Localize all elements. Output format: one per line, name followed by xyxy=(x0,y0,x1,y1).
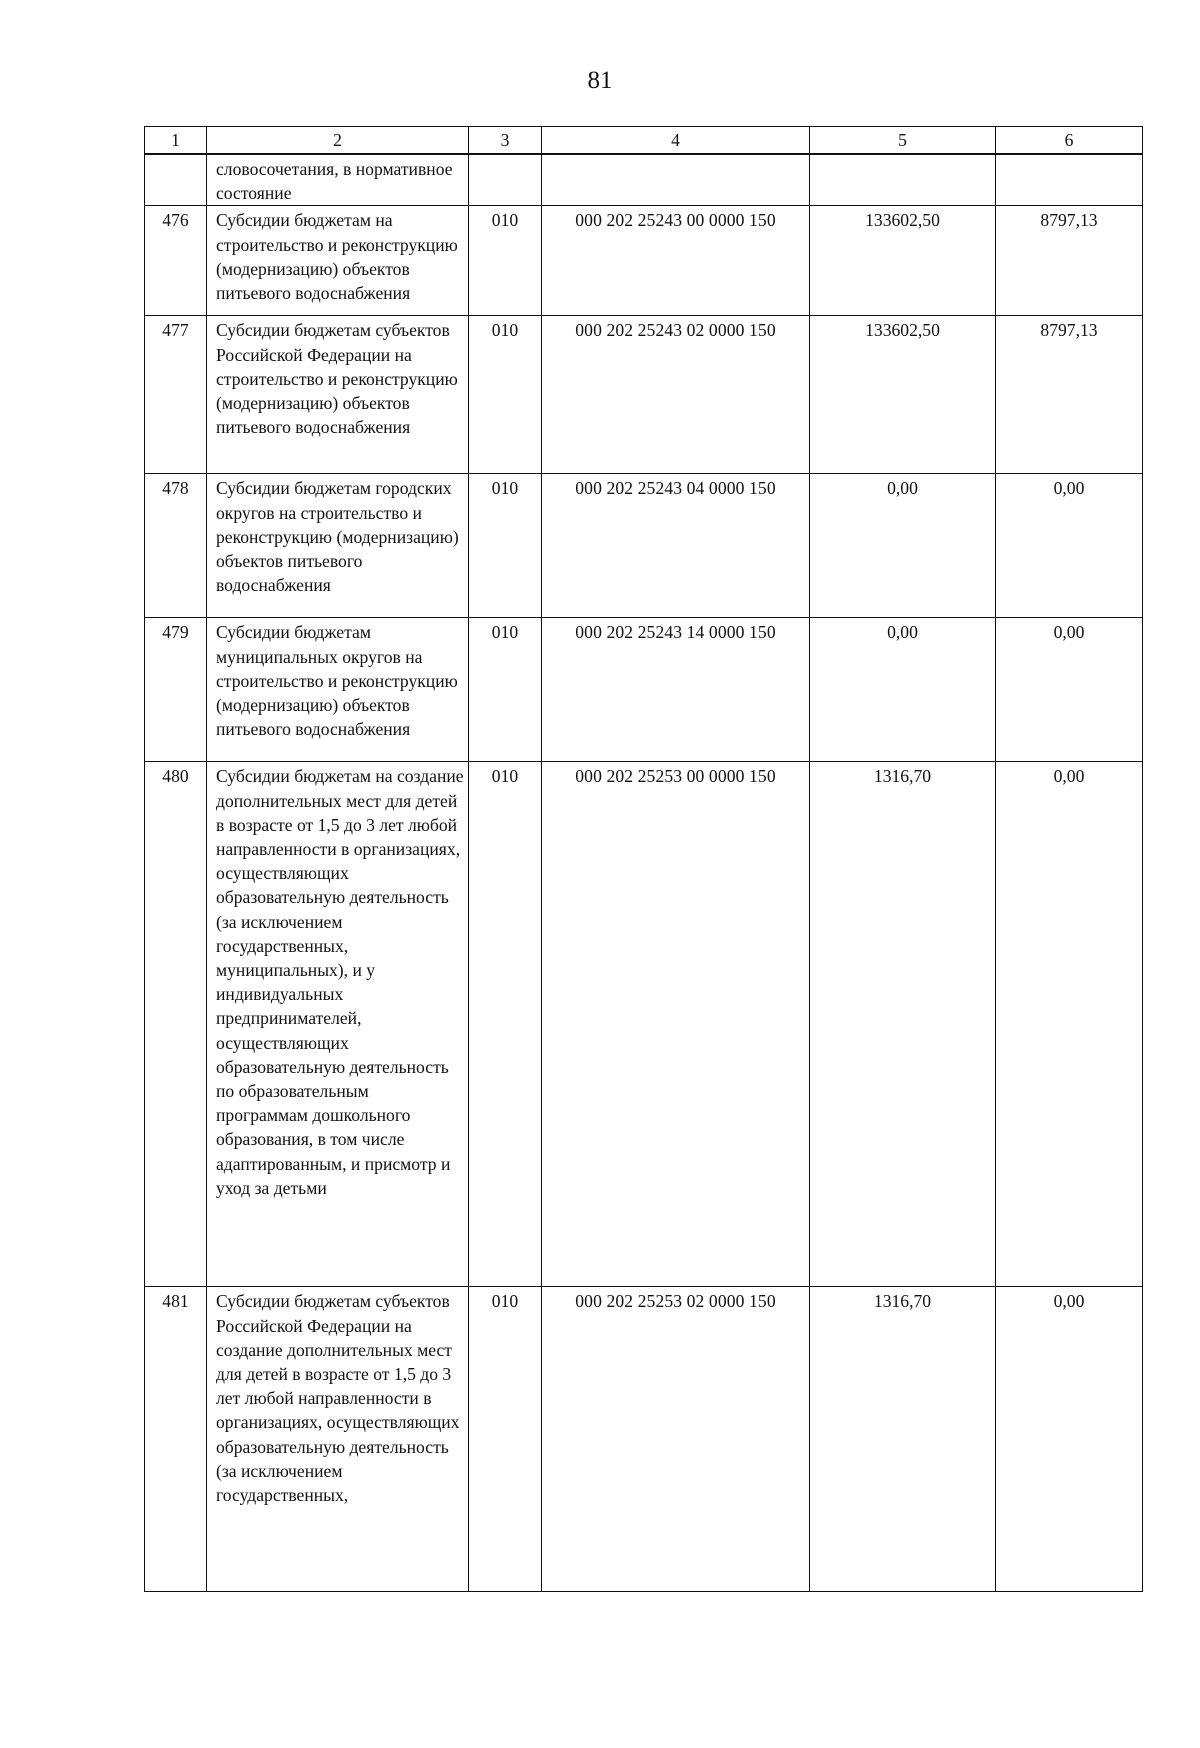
row-col5 xyxy=(810,154,996,206)
column-header-6: 6 xyxy=(996,127,1143,155)
table-row xyxy=(145,618,1143,762)
row-col6: 0,00 xyxy=(996,1287,1143,1592)
row-code: 000 202 25243 02 0000 150 xyxy=(542,316,810,474)
table-row xyxy=(145,474,1143,618)
row-code xyxy=(542,154,810,206)
row-col6: 8797,13 xyxy=(996,206,1143,316)
row-name: Субсидии бюджетам субъектов Российской Федерации на создание дополнительных мест для детей в возрасте от 1,5 до 3 лет любой направленности в организациях, осуществляющих образовательную деятельность (за исключением государственных, xyxy=(207,1287,469,1592)
row-col5: 1316,70 xyxy=(810,1287,996,1592)
column-header-4: 4 xyxy=(542,127,810,155)
row-col5: 133602,50 xyxy=(810,316,996,474)
column-header-5: 5 xyxy=(810,127,996,155)
row-number xyxy=(145,154,207,206)
row-code: 000 202 25243 04 0000 150 xyxy=(542,474,810,618)
row-col3: 010 xyxy=(469,474,542,618)
row-name: Субсидии бюджетам на строительство и реконструкцию (модернизацию) объектов питьевого водоснабжения xyxy=(207,206,469,316)
row-col3: 010 xyxy=(469,316,542,474)
budget-table xyxy=(144,126,1143,1592)
table-row xyxy=(145,316,1143,474)
row-col3: 010 xyxy=(469,206,542,316)
row-name: словосочетания, в нормативное состояние xyxy=(207,154,469,206)
row-name: Субсидии бюджетам субъектов Российской Федерации на строительство и реконструкцию (модернизацию) объектов питьевого водоснабжения xyxy=(207,316,469,474)
page-number: 81 xyxy=(587,67,613,94)
row-number: 480 xyxy=(145,762,207,1287)
row-col6: 8797,13 xyxy=(996,316,1143,474)
row-code: 000 202 25243 00 0000 150 xyxy=(542,206,810,316)
table-row xyxy=(145,762,1143,1287)
table-row xyxy=(145,206,1143,316)
row-col6: 0,00 xyxy=(996,474,1143,618)
row-col5: 133602,50 xyxy=(810,206,996,316)
row-col6: 0,00 xyxy=(996,618,1143,762)
row-code: 000 202 25253 00 0000 150 xyxy=(542,762,810,1287)
row-col3: 010 xyxy=(469,762,542,1287)
row-code: 000 202 25253 02 0000 150 xyxy=(542,1287,810,1592)
row-col6: 0,00 xyxy=(996,762,1143,1287)
column-header-1: 1 xyxy=(145,127,207,155)
row-col5: 0,00 xyxy=(810,474,996,618)
row-code: 000 202 25243 14 0000 150 xyxy=(542,618,810,762)
row-col5: 0,00 xyxy=(810,618,996,762)
row-number: 481 xyxy=(145,1287,207,1592)
column-header-2: 2 xyxy=(207,127,469,155)
table-row-continuation xyxy=(145,154,1143,206)
row-name: Субсидии бюджетам муниципальных округов на строительство и реконструкцию (модернизацию) объектов питьевого водоснабжения xyxy=(207,618,469,762)
row-col3 xyxy=(469,154,542,206)
row-col3: 010 xyxy=(469,1287,542,1592)
column-header-3: 3 xyxy=(469,127,542,155)
row-col6 xyxy=(996,154,1143,206)
table-row xyxy=(145,1287,1143,1592)
row-number: 476 xyxy=(145,206,207,316)
row-number: 479 xyxy=(145,618,207,762)
row-col5: 1316,70 xyxy=(810,762,996,1287)
row-name: Субсидии бюджетам на создание дополнительных мест для детей в возрасте от 1,5 до 3 лет любой направленности в организациях, осуществляющих образовательную деятельность (за исключением государственных, муниципальных), и у индивидуальных предпринимателей, осуществляющих образовательную деятельность по образовательным программам дошкольного образования, в том числе адаптированным, и присмотр и уход за детьми xyxy=(207,762,469,1287)
row-number: 478 xyxy=(145,474,207,618)
row-col3: 010 xyxy=(469,618,542,762)
row-name: Субсидии бюджетам городских округов на строительство и реконструкцию (модернизацию) объектов питьевого водоснабжения xyxy=(207,474,469,618)
row-number: 477 xyxy=(145,316,207,474)
table-header-row xyxy=(145,127,1143,155)
